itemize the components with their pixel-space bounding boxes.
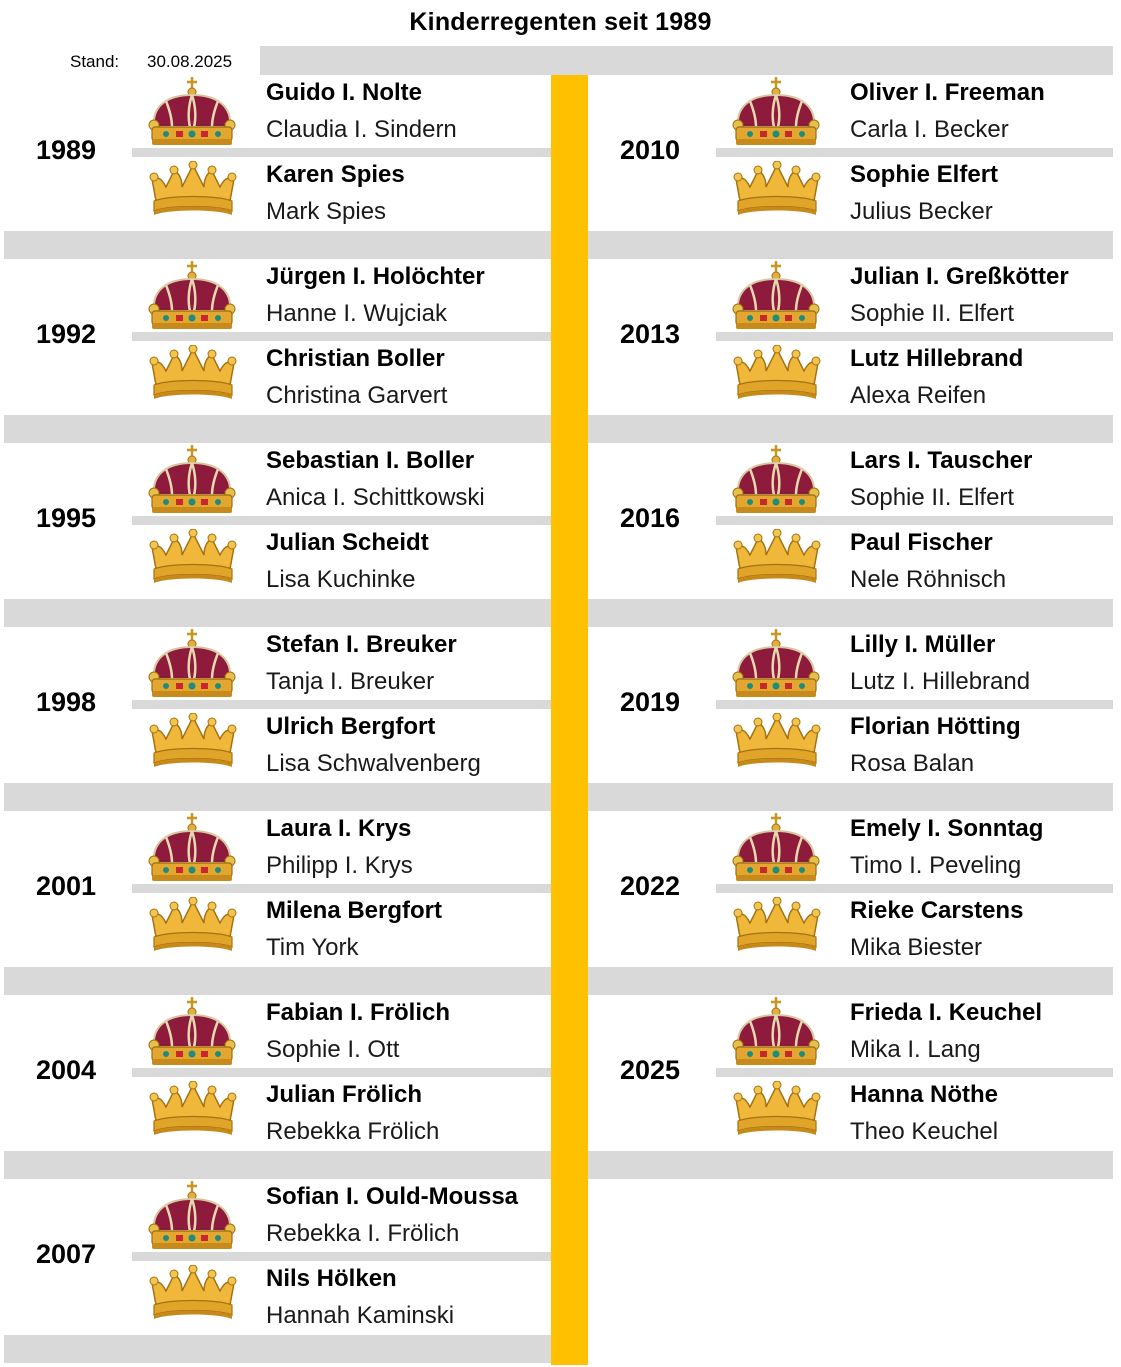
prince-crown-icon	[148, 897, 238, 953]
king-crown-icon	[728, 445, 824, 515]
prince-name: Sophie Elfert	[850, 161, 999, 188]
king-crown-icon	[728, 77, 824, 147]
separator-line	[132, 1068, 551, 1077]
princess-name: Theo Keuchel	[850, 1118, 999, 1145]
king-crown-icon	[144, 629, 240, 699]
princess-name: Christina Garvert	[266, 382, 448, 409]
year-label: 2001	[36, 871, 97, 901]
king-name: Sebastian I. Boller	[266, 447, 475, 474]
prince-name: Nils Hölken	[266, 1265, 397, 1292]
year-label: 2004	[36, 1055, 97, 1085]
year-label: 2013	[620, 319, 681, 349]
regent-year-block	[4, 811, 551, 995]
separator-band	[4, 231, 551, 259]
right-column	[588, 75, 1113, 1179]
prince-crown-icon	[148, 713, 238, 769]
year-label: 2025	[620, 1055, 681, 1085]
prince-name: Florian Hötting	[850, 713, 1021, 740]
prince-name: Hanna Nöthe	[850, 1081, 999, 1108]
separator-line	[716, 1068, 1113, 1077]
king-crown-icon	[144, 997, 240, 1067]
separator-line	[716, 148, 1113, 157]
regent-year-block	[4, 443, 551, 627]
regent-year-block	[588, 627, 1113, 811]
queen-name: Rebekka I. Frölich	[266, 1220, 460, 1247]
regent-year-block	[4, 627, 551, 811]
regent-year-block	[588, 75, 1113, 259]
regent-year-block	[588, 995, 1113, 1179]
separator-band	[4, 967, 551, 995]
regent-year-block	[4, 259, 551, 443]
queen-name: Sophie I. Ott	[266, 1036, 400, 1063]
separator-line	[132, 700, 551, 709]
queen-name: Hanne I. Wujciak	[266, 300, 447, 327]
king-crown-icon	[728, 261, 824, 331]
prince-name: Julian Frölich	[266, 1081, 423, 1108]
year-label: 2019	[620, 687, 681, 717]
queen-name: Timo I. Peveling	[850, 852, 1022, 879]
separator-line	[716, 332, 1113, 341]
separator-band	[588, 415, 1113, 443]
prince-name: Julian Scheidt	[266, 529, 429, 556]
king-name: Emely I. Sonntag	[850, 815, 1044, 842]
queen-name: Sophie II. Elfert	[850, 484, 1015, 511]
stand-date: 30.08.2025	[147, 52, 233, 71]
separator-line	[716, 700, 1113, 709]
header-bar	[260, 46, 1113, 75]
princess-name: Rosa Balan	[850, 750, 975, 777]
regent-year-block	[588, 443, 1113, 627]
prince-crown-icon	[732, 897, 822, 953]
princess-name: Julius Becker	[850, 198, 993, 225]
prince-crown-icon	[732, 713, 822, 769]
prince-crown-icon	[732, 1081, 822, 1137]
year-label: 1995	[36, 503, 97, 533]
king-name: Lars I. Tauscher	[850, 447, 1033, 474]
princess-name: Hannah Kaminski	[266, 1302, 455, 1329]
timeline-bar	[551, 75, 588, 1365]
separator-band	[4, 1335, 551, 1363]
queen-name: Claudia I. Sindern	[266, 116, 457, 143]
princess-name: Nele Röhnisch	[850, 566, 1007, 593]
queen-name: Philipp I. Krys	[266, 852, 413, 879]
king-name: Julian I. Greßkötter	[850, 263, 1069, 290]
queen-name: Mika I. Lang	[850, 1036, 981, 1063]
year-label: 2022	[620, 871, 681, 901]
princess-name: Rebekka Frölich	[266, 1118, 440, 1145]
year-label: 1989	[36, 135, 97, 165]
year-label: 2007	[36, 1239, 97, 1269]
separator-line	[132, 516, 551, 525]
separator-line	[132, 332, 551, 341]
princess-name: Mika Biester	[850, 934, 983, 961]
king-crown-icon	[728, 813, 824, 883]
prince-name: Rieke Carstens	[850, 897, 1024, 924]
separator-band	[4, 599, 551, 627]
king-name: Stefan I. Breuker	[266, 631, 457, 658]
queen-name: Lutz I. Hillebrand	[850, 668, 1031, 695]
king-name: Guido I. Nolte	[266, 79, 422, 106]
regent-year-block	[4, 1179, 551, 1363]
prince-crown-icon	[148, 345, 238, 401]
separator-band	[588, 231, 1113, 259]
king-crown-icon	[728, 629, 824, 699]
stand-label: Stand:	[70, 52, 120, 71]
separator-band	[4, 1151, 551, 1179]
prince-name: Paul Fischer	[850, 529, 993, 556]
separator-band	[588, 1151, 1113, 1179]
prince-name: Christian Boller	[266, 345, 445, 372]
prince-name: Karen Spies	[266, 161, 405, 188]
prince-crown-icon	[732, 345, 822, 401]
prince-name: Milena Bergfort	[266, 897, 443, 924]
separator-band	[588, 783, 1113, 811]
queen-name: Tanja I. Breuker	[266, 668, 435, 695]
king-name: Oliver I. Freeman	[850, 79, 1045, 106]
separator-band	[4, 415, 551, 443]
prince-crown-icon	[148, 529, 238, 585]
prince-crown-icon	[148, 1081, 238, 1137]
regent-year-block	[588, 811, 1113, 995]
prince-crown-icon	[148, 161, 238, 217]
separator-band	[4, 783, 551, 811]
princess-name: Lisa Kuchinke	[266, 566, 416, 593]
prince-name: Ulrich Bergfort	[266, 713, 436, 740]
separator-band	[588, 967, 1113, 995]
princess-name: Lisa Schwalvenberg	[266, 750, 481, 777]
regent-year-block	[4, 75, 551, 259]
separator-line	[132, 884, 551, 893]
page-title: Kinderregenten seit 1989	[409, 8, 712, 36]
princess-name: Mark Spies	[266, 198, 387, 225]
king-crown-icon	[144, 813, 240, 883]
left-column	[4, 75, 551, 1363]
king-name: Lilly I. Müller	[850, 631, 996, 658]
queen-name: Carla I. Becker	[850, 116, 1009, 143]
year-label: 2016	[620, 503, 681, 533]
king-name: Frieda I. Keuchel	[850, 999, 1043, 1026]
year-label: 2010	[620, 135, 681, 165]
prince-crown-icon	[732, 529, 822, 585]
king-name: Laura I. Krys	[266, 815, 412, 842]
separator-line	[132, 148, 551, 157]
king-crown-icon	[144, 77, 240, 147]
princess-name: Alexa Reifen	[850, 382, 987, 409]
prince-name: Lutz Hillebrand	[850, 345, 1024, 372]
princess-name: Tim York	[266, 934, 359, 961]
king-name: Sofian I. Ould-Moussa	[266, 1183, 519, 1210]
regent-year-block	[588, 259, 1113, 443]
king-crown-icon	[144, 1181, 240, 1251]
separator-line	[132, 1252, 551, 1261]
king-name: Jürgen I. Holöchter	[266, 263, 485, 290]
king-crown-icon	[144, 445, 240, 515]
king-name: Fabian I. Frölich	[266, 999, 451, 1026]
year-label: 1998	[36, 687, 97, 717]
regent-year-block	[4, 995, 551, 1179]
separator-line	[716, 516, 1113, 525]
year-label: 1992	[36, 319, 97, 349]
separator-band	[588, 599, 1113, 627]
separator-line	[716, 884, 1113, 893]
queen-name: Sophie II. Elfert	[850, 300, 1015, 327]
king-crown-icon	[144, 261, 240, 331]
prince-crown-icon	[732, 161, 822, 217]
queen-name: Anica I. Schittkowski	[266, 484, 485, 511]
king-crown-icon	[728, 997, 824, 1067]
prince-crown-icon	[148, 1265, 238, 1321]
